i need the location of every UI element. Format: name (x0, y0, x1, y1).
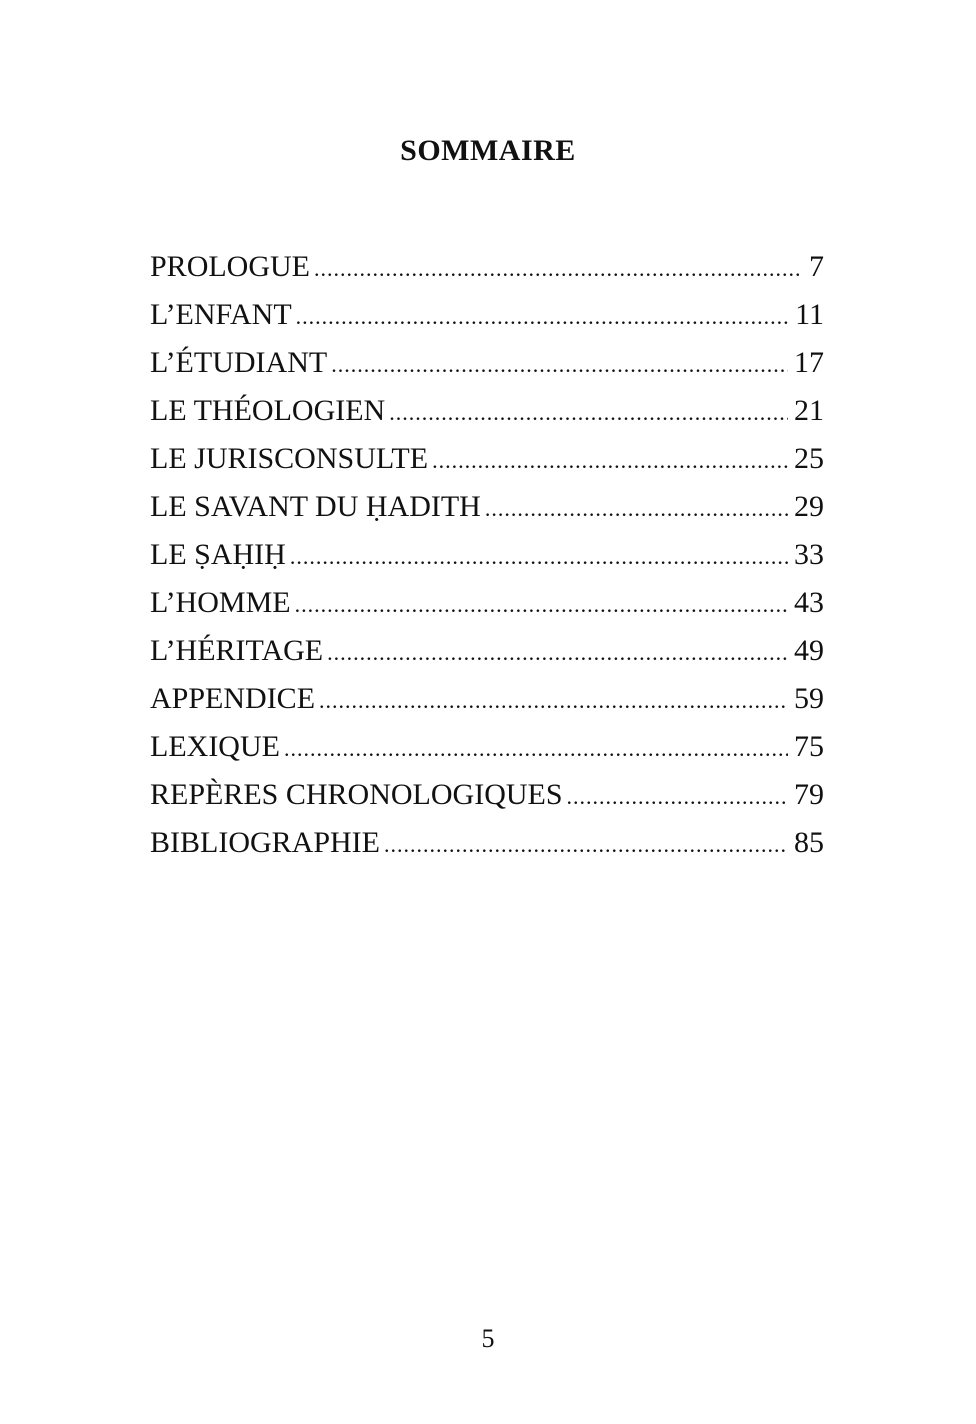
toc-entry-savant-du-hadith[interactable] (150, 487, 824, 535)
toc-dot-leader (331, 345, 788, 385)
toc-entry-page: 75 (794, 730, 824, 763)
toc-entry-page: 29 (794, 490, 824, 523)
toc-entry-page: 79 (794, 778, 824, 811)
toc-entry-title: APPENDICE (150, 682, 316, 715)
toc-dot-leader (432, 441, 788, 481)
toc-entry-enfant[interactable] (150, 295, 824, 343)
toc-dot-leader (485, 489, 788, 529)
toc-entry-theologien[interactable] (150, 391, 824, 439)
toc-entry-title: L’ENFANT (150, 298, 292, 331)
toc-entry-page: 7 (809, 250, 824, 283)
toc-entry-page: 11 (795, 298, 824, 331)
toc-entry-title: L’HÉRITAGE (150, 634, 324, 667)
toc-entry-page: 59 (794, 682, 824, 715)
toc-dot-leader (384, 825, 788, 865)
toc-entry-page: 43 (794, 586, 824, 619)
toc-entry-etudiant[interactable] (150, 343, 824, 391)
page-title: SOMMAIRE (400, 134, 576, 167)
toc-dot-leader (327, 633, 788, 673)
table-of-contents (150, 247, 824, 871)
toc-dot-leader (290, 537, 788, 577)
toc-dot-leader (284, 729, 788, 769)
toc-entry-title: LE THÉOLOGIEN (150, 394, 386, 427)
toc-entry-prologue[interactable] (150, 247, 824, 295)
toc-entry-page: 21 (794, 394, 824, 427)
toc-entry-title: BIBLIOGRAPHIE (150, 826, 380, 859)
toc-entry-page: 25 (794, 442, 824, 475)
toc-entry-jurisconsulte[interactable] (150, 439, 824, 487)
toc-entry-page: 85 (794, 826, 824, 859)
toc-entry-title: LEXIQUE (150, 730, 280, 763)
page-number: 5 (481, 1324, 495, 1353)
toc-entry-homme[interactable] (150, 583, 824, 631)
toc-dot-leader (567, 777, 788, 817)
toc-dot-leader (314, 249, 803, 289)
toc-entry-lexique[interactable] (150, 727, 824, 775)
toc-entry-page: 49 (794, 634, 824, 667)
toc-entry-title: REPÈRES CHRONOLOGIQUES (150, 778, 563, 811)
toc-entry-title: LE ṢAḤIḤ (150, 538, 286, 571)
toc-dot-leader (389, 393, 788, 433)
toc-entry-appendice[interactable] (150, 679, 824, 727)
toc-entry-title: LE JURISCONSULTE (150, 442, 429, 475)
toc-entry-title: PROLOGUE (150, 250, 311, 283)
toc-dot-leader (295, 585, 788, 625)
toc-dot-leader (319, 681, 788, 721)
toc-entry-title: L’HOMME (150, 586, 291, 619)
toc-entry-title: LE SAVANT DU ḤADITH (150, 490, 481, 523)
toc-entry-bibliographie[interactable] (150, 823, 824, 871)
toc-dot-leader (296, 297, 789, 337)
toc-entry-page: 33 (794, 538, 824, 571)
toc-entry-title: L’ÉTUDIANT (150, 346, 328, 379)
toc-entry-reperes-chronologiques[interactable] (150, 775, 824, 823)
toc-entry-heritage[interactable] (150, 631, 824, 679)
toc-entry-sahih[interactable] (150, 535, 824, 583)
toc-entry-page: 17 (794, 346, 824, 379)
